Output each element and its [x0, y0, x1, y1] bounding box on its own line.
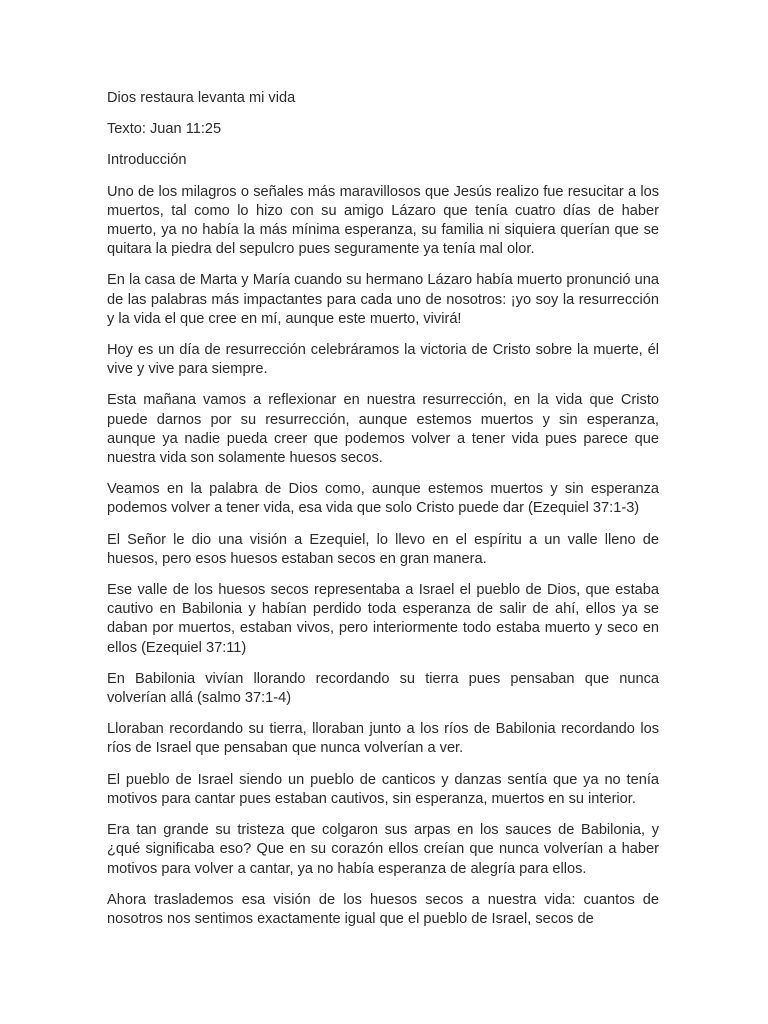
paragraph: Uno de los milagros o señales más maravillosos que Jesús realizo fue resucitar a los muertos, tal como lo hizo con su amigo Lázaro que tenía cuatro días de haber muerto, ya no había la más mínima esperanza, su familia ni siquiera querían que se quitara la piedra del sepulcro pues seguramente ya tenía mal olor.	[107, 183, 659, 258]
paragraph: Ese valle de los huesos secos representaba a Israel el pueblo de Dios, que estaba cautivo en Babilonia y habían perdido toda esperanza de salir de ahí, ellos ya se daban por muertos, estaban vivos, pero interiormente todo estaba muerto y seco en ellos (Ezequiel 37:11)	[107, 582, 659, 656]
paragraph: El Señor le dio una visión a Ezequiel, lo llevo en el espíritu a un valle lleno de huesos, pero esos huesos estaban secos en gran manera.	[107, 531, 659, 567]
paragraph: En Babilonia vivían llorando recordando su tierra pues pensaban que nunca volverían allá (salmo 37:1-4)	[107, 670, 659, 707]
paragraph: En la casa de Marta y María cuando su hermano Lázaro había muerto pronunció una de las palabras más impactantes para cada uno de nosotros: ¡yo soy la resurrección y la vida el que cree en mí, aunque este muerto, vivirá!	[107, 272, 659, 327]
scripture-reference: Texto: Juan 11:25	[107, 121, 222, 138]
paragraph: Era tan grande su tristeza que colgaron sus arpas en los sauces de Babilonia, y ¿qué significaba eso? Que en su corazón ellos creían que nunca volverían a haber motivos para volver a cantar, ya no había esperanza de alegría para ellos.	[107, 822, 659, 877]
paragraph: El pueblo de Israel siendo un pueblo de canticos y danzas sentía que ya no tenía motivos para cantar pues estaban cautivos, sin esperanza, muertos en su interior.	[107, 771, 659, 807]
document-title: Dios restaura levanta mi vida	[107, 90, 296, 106]
paragraph: Veamos en la palabra de Dios como, aunque estemos muertos y sin esperanza podemos volver a tener vida, esa vida que solo Cristo puede dar (Ezequiel 37:1-3)	[107, 481, 659, 517]
paragraph: Lloraban recordando su tierra, lloraban junto a los ríos de Babilonia recordando los ríos de Israel que pensaban que nunca volverían a ver.	[107, 721, 659, 757]
intro-heading: Introducción	[107, 152, 187, 169]
paragraph: Ahora traslademos esa visión de los huesos secos a nuestra vida: cuantos de nosotros nos sentimos exactamente igual que el pueblo de Israel, secos de	[107, 891, 659, 927]
paragraph: Hoy es un día de resurrección celebráramos la victoria de Cristo sobre la muerte, él vive y vive para siempre.	[107, 342, 659, 378]
paragraph: Esta mañana vamos a reflexionar en nuestra resurrección, en la vida que Cristo puede darnos por su resurrección, aunque estemos muertos y sin esperanza, aunque ya nadie pueda creer que podemos volver a tener vida pues parece que nuestra vida son solamente huesos secos.	[107, 392, 659, 467]
document-page	[107, 89, 659, 941]
